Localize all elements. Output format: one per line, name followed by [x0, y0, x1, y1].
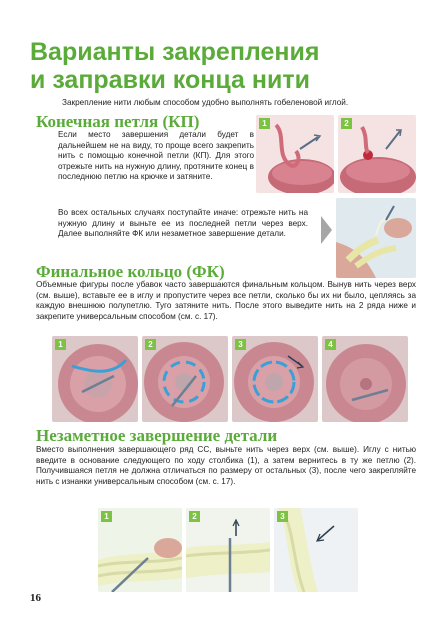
photo-invisible-finish-step1 [98, 508, 182, 592]
photo-step-badge: 1 [55, 339, 66, 350]
page-title [30, 38, 420, 94]
intro-text: Закрепление нити любым способом удобно выполнять гобеленовой иглой. [62, 98, 349, 107]
photo-step-badge: 2 [145, 339, 156, 350]
section-heading-final-ring: Финальное кольцо (ФК) [36, 262, 225, 281]
photo-final-loop-step2 [338, 115, 416, 193]
photo-step-badge: 2 [189, 511, 200, 522]
section-heading-invisible-finish: Незаметное завершение детали [36, 426, 278, 445]
section-heading-final-loop: Конечная петля (КП) [36, 112, 200, 131]
photo-step-badge: 1 [101, 511, 112, 522]
photo-step-badge: 2 [341, 118, 352, 129]
photo-final-ring-step4 [322, 336, 408, 422]
photo-step-badge: 1 [259, 118, 270, 129]
photo-final-ring-step1 [52, 336, 138, 422]
section3-paragraph: Вместо выполнения завершающего ряд СС, выньте нить через верх (см. выше). Иглу с нитью введите в основание следующего по ходу столбика (1), а затем вернитесь в ту же петлю (2). Получившаяся петля не должна отличаться по размеру от остальных (3), после чего закрепляйте нить с изнанки универсальным способом (см. с. 17). [36, 445, 416, 486]
photo-step-badge: 4 [325, 339, 336, 350]
photo-invisible-finish-step3 [274, 508, 358, 592]
page-title-line1: Варианты закрепления [30, 38, 320, 66]
section1-paragraph2: Во всех остальных случаях поступайте иначе: отрежьте нить на нужную длину и выньте ее из последней петли через верх. Далее выполняйте ФК или незаметное завершение детали. [58, 208, 308, 239]
photo-final-ring-step3 [232, 336, 318, 422]
photo-invisible-finish-step2 [186, 508, 270, 592]
section2-paragraph: Объемные фигуры после убавок часто завершаются финальным кольцом. Вынув нить через верх (см. выше), вставьте ее в иглу и пропустите через все петли, сколько бы их ни было, цепляясь за каждую внешнюю полупетлю. Туго затяните нить. После этого выведите нить на 2 ряда ниже и закрепите универсальным способом (см. с. 17). [36, 280, 416, 321]
page-number: 16 [30, 592, 41, 604]
page-title-line2: и заправки конца нити [30, 66, 310, 94]
photo-final-loop-step1 [256, 115, 334, 193]
photo-step-badge: 3 [235, 339, 246, 350]
photo-final-ring-step2 [142, 336, 228, 422]
arrow-pointer-icon [318, 214, 334, 246]
section1-paragraph1: Если место завершения детали будет в дальнейшем не на виду, то проще всего закрепить нить с помощью конечной петли (КП). Для этого отрежьте нить на нужную длину, протяните конец в последнюю петлю на крючке и затяните. [58, 130, 254, 182]
photo-pull-thread [336, 198, 416, 278]
photo-step-badge: 3 [277, 511, 288, 522]
